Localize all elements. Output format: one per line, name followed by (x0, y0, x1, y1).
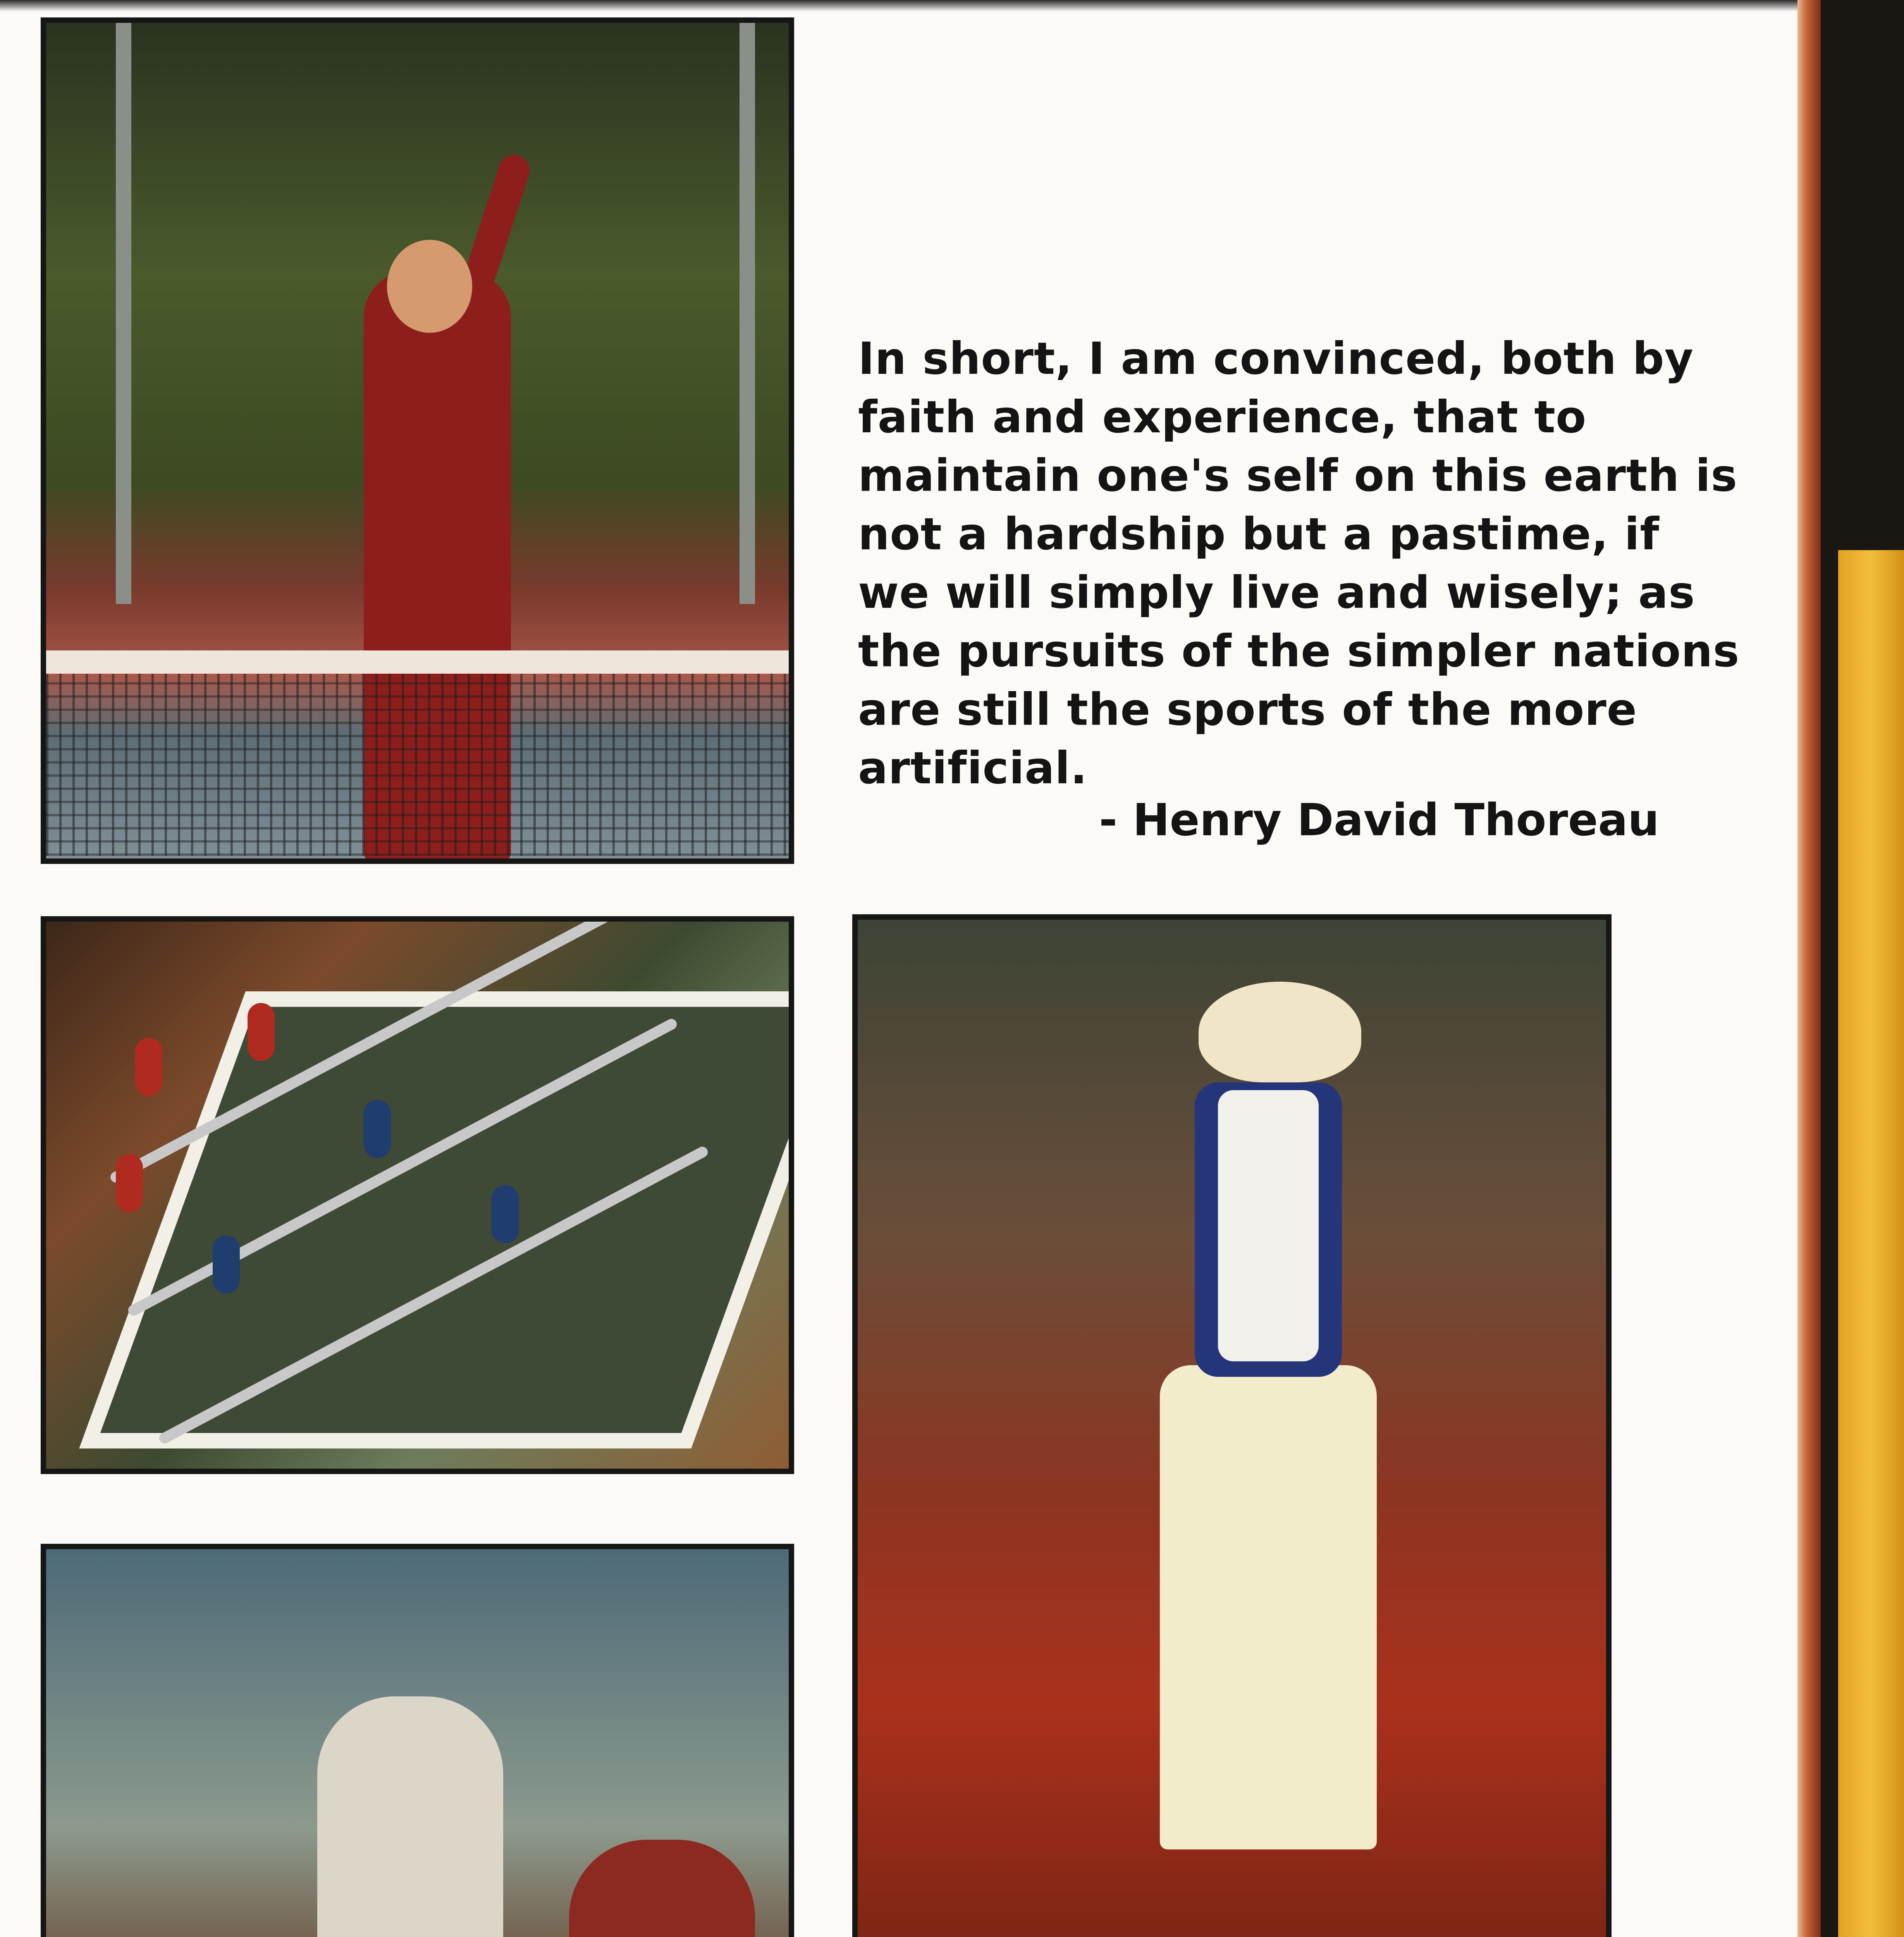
person (569, 1840, 755, 1937)
fence-post (740, 23, 755, 604)
person-pants (1160, 1365, 1377, 1849)
quote-line: In short, I am convinced, both by (858, 333, 1694, 384)
foosball-table (79, 991, 794, 1448)
quote-line: artificial. (858, 742, 1088, 794)
foosball-figure (213, 1235, 240, 1294)
cowboy-photo (852, 914, 1612, 1937)
foosball-figure (492, 1185, 519, 1243)
person (317, 1696, 503, 1937)
foosball-figure (116, 1154, 143, 1212)
quote-line: are still the sports of the more (858, 684, 1637, 735)
binding-yellow-band (1838, 550, 1904, 1937)
fence-post (116, 23, 131, 604)
quote-line: not a hardship but a pastime, if (858, 508, 1660, 560)
quote-attribution: - Henry David Thoreau (1099, 794, 1660, 846)
player-head (387, 240, 472, 333)
thoreau-quote (858, 329, 1740, 852)
santa-store-photo (41, 1544, 794, 1937)
foosball-figure (364, 1100, 391, 1158)
person-vest (1218, 1090, 1319, 1361)
quote-body (858, 329, 1740, 797)
quote-line: we will simply live and wisely; as (858, 567, 1695, 618)
quote-line: the pursuits of the simpler nations (858, 625, 1740, 677)
tennis-net (46, 674, 789, 856)
quote-line: faith and experience, that to (858, 391, 1587, 443)
foosball-photo (41, 916, 794, 1474)
tennis-photo (41, 17, 794, 864)
foosball-figure (248, 1003, 275, 1061)
page-edge (1797, 0, 1821, 1937)
foosball-figure (135, 1038, 162, 1096)
quote-line: maintain one's self on this earth is (858, 450, 1738, 501)
page-top-shadow (0, 0, 1797, 12)
tennis-net-band (46, 650, 789, 674)
cowboy-hat (1199, 982, 1361, 1082)
